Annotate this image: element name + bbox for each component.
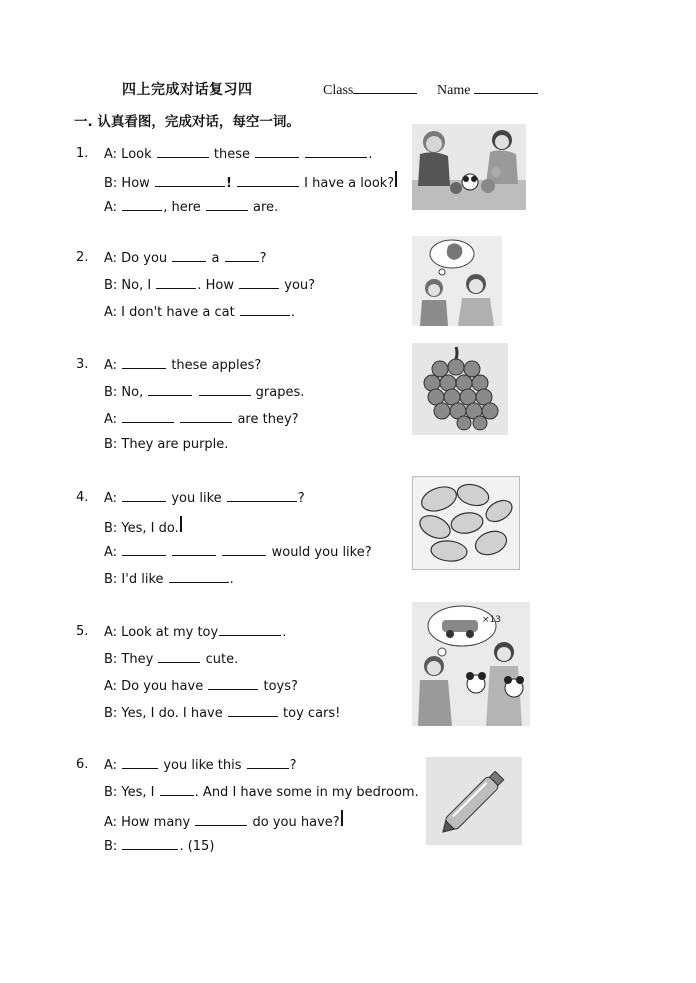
dialogue-line: A: you like this ?	[104, 758, 297, 773]
toy-count-label: ×13	[482, 615, 501, 625]
answer-blank[interactable]	[122, 198, 162, 211]
answer-blank[interactable]	[208, 677, 258, 690]
answer-blank[interactable]	[199, 383, 251, 396]
dialogue-line: B: . (15)	[104, 839, 215, 854]
question-number: 4.	[76, 490, 89, 505]
answer-blank[interactable]	[222, 543, 266, 556]
answer-blank[interactable]	[172, 249, 206, 262]
question-number: 6.	[76, 757, 89, 772]
name-blank[interactable]	[474, 80, 538, 94]
answer-blank[interactable]	[122, 543, 166, 556]
dialogue-line: B: Yes, I do.	[104, 516, 182, 537]
marker-pen-picture	[426, 757, 522, 845]
answer-blank[interactable]	[305, 145, 367, 158]
answer-blank[interactable]	[122, 837, 178, 850]
answer-blank[interactable]	[122, 489, 166, 502]
dialogue-line: A: you like ?	[104, 491, 305, 506]
name-label: Name	[437, 83, 471, 98]
dialogue-line: B: They cute.	[104, 652, 239, 667]
answer-blank[interactable]	[172, 543, 216, 556]
question-number: 3.	[76, 357, 89, 372]
class-blank[interactable]	[353, 80, 417, 94]
worksheet-title: 四上完成对话复习四	[122, 82, 253, 98]
dialogue-line: B: Yes, I do. I have toy cars!	[104, 706, 341, 721]
answer-blank[interactable]	[239, 276, 279, 289]
mangoes-picture	[412, 476, 520, 570]
class-field	[323, 80, 417, 99]
name-field	[437, 80, 538, 99]
dialogue-line: A: Look at my toy .	[104, 625, 287, 640]
text-cursor	[180, 516, 182, 532]
answer-blank[interactable]	[160, 783, 194, 796]
dialogue-line: B: No, I . How you?	[104, 278, 316, 293]
dialogue-line: A: How many do you have?	[104, 810, 343, 831]
question-number: 2.	[76, 250, 89, 265]
dialogue-line: B: No, grapes.	[104, 385, 305, 400]
class-label: Class	[323, 83, 354, 98]
dialogue-line: B: How ! I have a look?	[104, 171, 397, 192]
kids-thinking-squirrel-picture	[412, 236, 502, 326]
answer-blank[interactable]	[122, 356, 166, 369]
dialogue-line: A: these apples?	[104, 358, 262, 373]
section-title: 一. 认真看图，完成对话，每空一词。	[74, 114, 300, 130]
dialogue-line: A: Do you have toys?	[104, 679, 298, 694]
question-number: 5.	[76, 624, 89, 639]
answer-blank[interactable]	[225, 249, 259, 262]
answer-blank[interactable]	[180, 410, 232, 423]
grapes-picture	[412, 343, 508, 435]
answer-blank[interactable]	[148, 383, 192, 396]
dialogue-line: A: Do you a ?	[104, 251, 267, 266]
answer-blank[interactable]	[195, 813, 247, 826]
dialogue-line: A: are they?	[104, 412, 299, 427]
dialogue-line: A: I don't have a cat .	[104, 305, 296, 320]
dialogue-line: B: Yes, I . And I have some in my bedroom.	[104, 785, 419, 800]
answer-blank[interactable]	[157, 145, 209, 158]
answer-blank[interactable]	[228, 704, 278, 717]
dialogue-line: A: , here are.	[104, 200, 279, 215]
answer-blank[interactable]	[255, 145, 299, 158]
toy-car-pandas-picture	[412, 602, 530, 726]
answer-blank[interactable]	[122, 756, 158, 769]
question-number: 1.	[76, 146, 89, 161]
dialogue-line: B: I'd like .	[104, 572, 234, 587]
answer-blank[interactable]	[156, 276, 196, 289]
dialogue-line: A: would you like?	[104, 545, 372, 560]
answer-blank[interactable]	[247, 756, 289, 769]
answer-blank[interactable]	[158, 650, 200, 663]
answer-blank[interactable]	[169, 570, 229, 583]
text-cursor	[341, 810, 343, 826]
answer-blank[interactable]	[122, 410, 174, 423]
answer-blank[interactable]	[240, 303, 290, 316]
worksheet-header	[0, 79, 696, 99]
dialogue-line: B: They are purple.	[104, 437, 229, 452]
answer-blank[interactable]	[206, 198, 248, 211]
text-cursor	[395, 171, 397, 187]
answer-blank[interactable]	[155, 174, 225, 187]
answer-blank[interactable]	[227, 489, 297, 502]
answer-blank[interactable]	[219, 623, 281, 636]
answer-blank[interactable]	[237, 174, 299, 187]
kids-with-toys-picture	[412, 124, 526, 210]
dialogue-line: A: Look these .	[104, 147, 373, 162]
